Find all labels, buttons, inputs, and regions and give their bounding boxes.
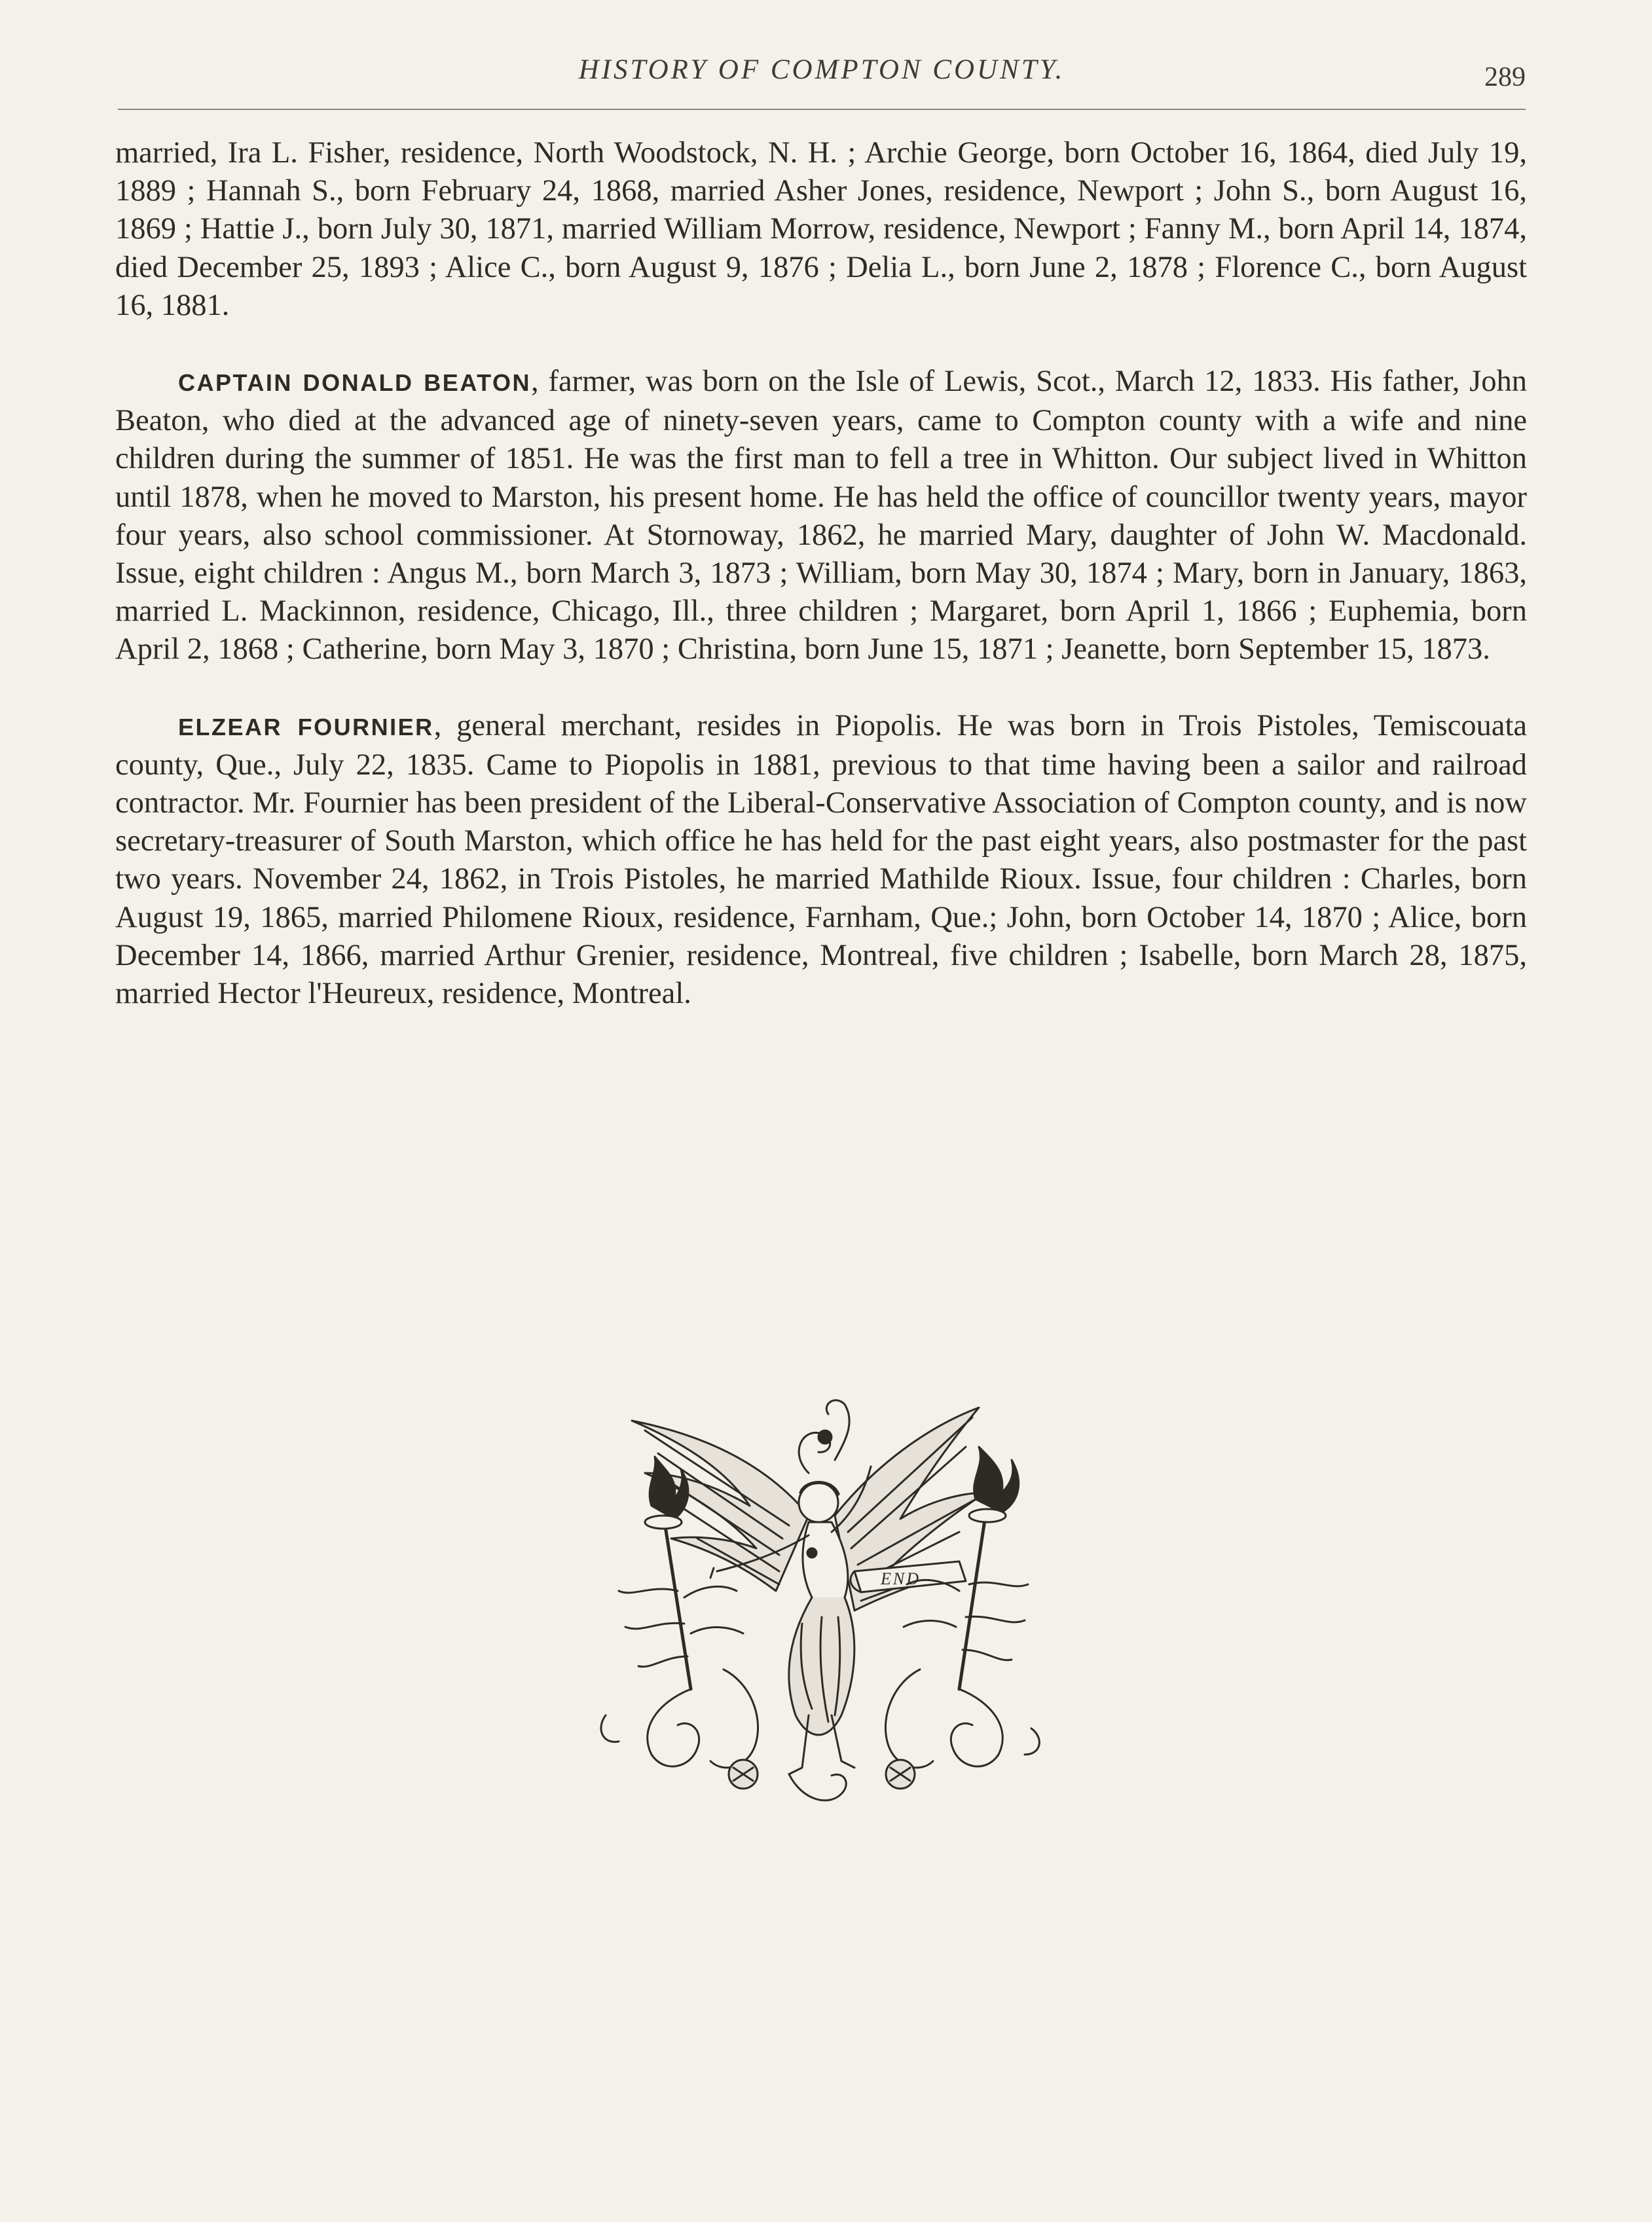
running-head [118,54,1526,113]
entry-text-beaton: , farmer, was born on the Isle of Lewis, Scot., March 12, 1833. His father, John Beaton, who died at the advanced age of ninety-seven years, came to Compton county with a wife and nine children during the summer of 1851. He was the first man to fell a tree in Whitton. Our subject lived in Whitton until 1878, when he moved to Marston, his present home. He has held the office of councillor twenty years, mayor four years, also school commissioner. At Stornoway, 1862, he married Mary, daughter of John W. Macdonald. Issue, eight children : Angus M., born March 3, 1873 ; William, born May 30, 1874 ; Mary, born in January, 1863, married L. Mackinnon, residence, Chicago, Ill., three children ; Margaret, born April 1, 1866 ; Euphemia, born April 2, 1868 ; Catherine, born May 3, 1870 ; Christina, born June 15, 1871 ; Jeanette, born September 15, 1873. [115,365,1527,666]
end-vignette-ornament [593,1375,1051,1820]
continuation-paragraph: married, Ira L. Fisher, residence, North Woodstock, N. H. ; Archie George, born October 16, 1864, died July 19, 1889 ; Hannah S., born February 24, 1868, married Asher Jones, residence, Newport ; John S., born August 16, 1869 ; Hattie J., born July 30, 1871, married William Morrow, residence, Newport ; Fanny M., born April 14, 1874, died December 25, 1893 ; Alice C., born August 9, 1876 ; Delia L., born June 2, 1878 ; Florence C., born August 16, 1881. [115,136,1527,322]
entry-beaton [115,363,1527,669]
winged-figure-end-vignette-icon [593,1375,1051,1820]
entry-name-beaton: CAPTAIN DONALD BEATON [178,369,531,397]
entry-text-fournier: , general merchant, resides in Piopolis. He was born in Trois Pistoles, Temiscouata county, Que., July 22, 1835. Came to Piopolis in 1881, previous to that time having been a sailor and railroad contractor. Mr. Fournier has been president of the Liberal-Conservative Association of Compton county, and is now secretary-treasurer of South Marston, which office he has held for the past eight years, also postmaster for the past two years. November 24, 1862, in Trois Pistoles, he married Mathilde Rioux. Issue, four children : Charles, born August 19, 1865, married Philomene Rioux, residence, Farnham, Que.; John, born October 14, 1870 ; Alice, born December 14, 1866, married Arthur Grenier, residence, Montreal, five children ; Isabelle, born March 28, 1875, married Hector l'Heureux, residence, Montreal. [115,708,1527,1011]
entry-name-fournier: ELZEAR FOURNIER [178,713,434,740]
body-text [115,134,1527,1013]
header-rule [118,109,1526,110]
entry-fournier [115,707,1527,1013]
ornament-end-label: END [881,1569,921,1588]
running-title: HISTORY OF COMPTON COUNTY. [578,54,1065,85]
page-number: 289 [1484,62,1526,92]
